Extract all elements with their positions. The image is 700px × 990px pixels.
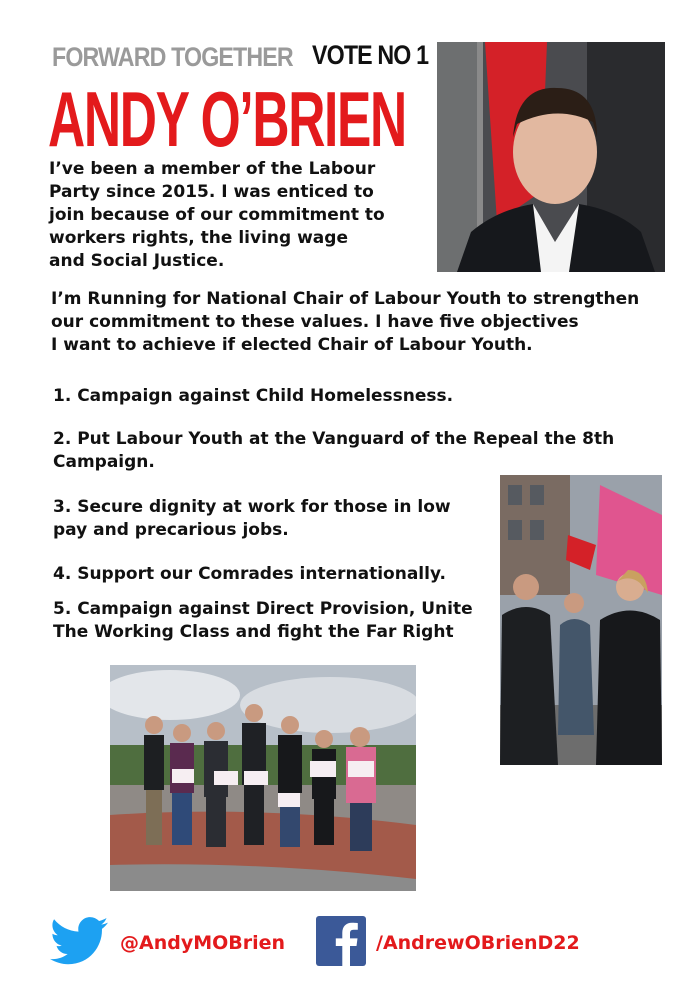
intro-line: Party since 2015. I was enticed to — [49, 182, 374, 202]
group-photo — [110, 665, 416, 891]
objective-1 — [53, 385, 453, 408]
objective-line: pay and precarious jobs. — [53, 520, 289, 540]
candidate-name: ANDY O’BRIEN — [48, 75, 406, 163]
intro-line: join because of our commitment to — [49, 205, 385, 225]
running-line: our commitment to these values. I have five objectives — [51, 312, 579, 332]
objective-5 — [53, 598, 473, 644]
intro-line: workers rights, the living wage — [49, 228, 348, 248]
candidate-portrait-photo — [437, 42, 665, 272]
objective-line: 5. Campaign against Direct Provision, Unite — [53, 599, 473, 619]
objective-4 — [53, 563, 446, 586]
vote-number: VOTE NO 1 — [312, 40, 429, 70]
running-line: I want to achieve if elected Chair of Labour Youth. — [51, 335, 533, 355]
protest-photo — [500, 475, 662, 765]
facebook-handle[interactable]: /AndrewOBrienD22 — [376, 932, 580, 954]
running-line: I’m Running for National Chair of Labour Youth to strengthen — [51, 289, 640, 309]
objective-line: 4. Support our Comrades internationally. — [53, 564, 446, 584]
objective-line: Campaign. — [53, 452, 155, 472]
twitter-handle[interactable]: @AndyMOBrien — [120, 932, 286, 954]
facebook-icon[interactable] — [316, 916, 366, 966]
twitter-icon[interactable] — [50, 916, 108, 966]
objective-3 — [53, 496, 451, 542]
running-paragraph — [51, 288, 639, 357]
objective-line: 2. Put Labour Youth at the Vanguard of the Repeal the 8th — [53, 429, 615, 449]
objective-line: The Working Class and fight the Far Right — [53, 622, 454, 642]
objective-2 — [53, 428, 614, 474]
objective-line: 3. Secure dignity at work for those in low — [53, 497, 451, 517]
intro-line: and Social Justice. — [49, 251, 225, 271]
intro-paragraph — [49, 158, 385, 273]
tagline: FORWARD TOGETHER — [52, 42, 293, 72]
objective-line: 1. Campaign against Child Homelessness. — [53, 386, 454, 406]
intro-line: I’ve been a member of the Labour — [49, 159, 376, 179]
